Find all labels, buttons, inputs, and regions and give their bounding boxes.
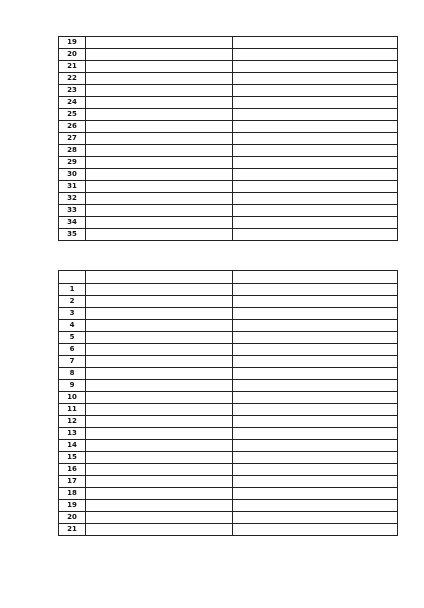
officers-table bbox=[58, 270, 398, 536]
row-number: 20 bbox=[59, 49, 86, 61]
row-number: 32 bbox=[59, 193, 86, 205]
row-number: 7 bbox=[59, 356, 86, 368]
row-name bbox=[86, 320, 233, 332]
row-name bbox=[86, 392, 233, 404]
row-department bbox=[233, 332, 398, 344]
row-department bbox=[233, 356, 398, 368]
row-name bbox=[86, 157, 233, 169]
officers-table-body bbox=[59, 284, 398, 536]
row-department bbox=[233, 229, 398, 241]
table-row bbox=[59, 145, 398, 157]
row-name bbox=[86, 73, 233, 85]
row-name bbox=[86, 121, 233, 133]
row-department bbox=[233, 500, 398, 512]
row-name bbox=[86, 217, 233, 229]
row-department bbox=[233, 85, 398, 97]
table-row bbox=[59, 73, 398, 85]
row-department bbox=[233, 308, 398, 320]
row-number: 21 bbox=[59, 61, 86, 73]
row-name bbox=[86, 356, 233, 368]
table-row bbox=[59, 97, 398, 109]
row-name bbox=[86, 133, 233, 145]
row-department bbox=[233, 344, 398, 356]
row-name bbox=[86, 488, 233, 500]
row-number: 24 bbox=[59, 97, 86, 109]
row-department bbox=[233, 512, 398, 524]
header-num bbox=[59, 271, 86, 284]
row-number: 5 bbox=[59, 332, 86, 344]
row-name bbox=[86, 296, 233, 308]
row-department bbox=[233, 145, 398, 157]
row-number: 3 bbox=[59, 308, 86, 320]
header-row bbox=[59, 271, 398, 284]
row-number: 12 bbox=[59, 416, 86, 428]
row-name bbox=[86, 428, 233, 440]
row-department bbox=[233, 452, 398, 464]
table-row bbox=[59, 476, 398, 488]
row-department bbox=[233, 524, 398, 536]
row-department bbox=[233, 73, 398, 85]
table-row bbox=[59, 440, 398, 452]
table-row bbox=[59, 181, 398, 193]
row-number: 27 bbox=[59, 133, 86, 145]
table-row bbox=[59, 332, 398, 344]
row-number: 19 bbox=[59, 37, 86, 49]
row-number: 31 bbox=[59, 181, 86, 193]
row-name bbox=[86, 37, 233, 49]
row-name bbox=[86, 380, 233, 392]
row-department bbox=[233, 49, 398, 61]
row-department bbox=[233, 368, 398, 380]
row-department bbox=[233, 193, 398, 205]
row-department bbox=[233, 440, 398, 452]
table-row bbox=[59, 488, 398, 500]
row-name bbox=[86, 109, 233, 121]
row-number: 33 bbox=[59, 205, 86, 217]
row-name bbox=[86, 416, 233, 428]
table-row bbox=[59, 296, 398, 308]
table-row bbox=[59, 37, 398, 49]
officers-table-header bbox=[59, 271, 398, 284]
row-department bbox=[233, 205, 398, 217]
row-name bbox=[86, 193, 233, 205]
row-number: 23 bbox=[59, 85, 86, 97]
row-department bbox=[233, 121, 398, 133]
row-name bbox=[86, 500, 233, 512]
row-department bbox=[233, 392, 398, 404]
table-row bbox=[59, 464, 398, 476]
table-row bbox=[59, 500, 398, 512]
row-department bbox=[233, 169, 398, 181]
table-row bbox=[59, 428, 398, 440]
row-name bbox=[86, 181, 233, 193]
ministers-table bbox=[58, 36, 398, 241]
row-name bbox=[86, 229, 233, 241]
row-number: 35 bbox=[59, 229, 86, 241]
row-number: 26 bbox=[59, 121, 86, 133]
row-number: 13 bbox=[59, 428, 86, 440]
table-row bbox=[59, 308, 398, 320]
row-department bbox=[233, 428, 398, 440]
table-row bbox=[59, 217, 398, 229]
table-row bbox=[59, 169, 398, 181]
row-department bbox=[233, 320, 398, 332]
header-dept bbox=[233, 271, 398, 284]
table-row bbox=[59, 133, 398, 145]
row-department bbox=[233, 109, 398, 121]
row-department bbox=[233, 380, 398, 392]
row-number: 34 bbox=[59, 217, 86, 229]
row-name bbox=[86, 452, 233, 464]
row-number: 30 bbox=[59, 169, 86, 181]
row-number: 4 bbox=[59, 320, 86, 332]
row-number: 18 bbox=[59, 488, 86, 500]
row-name bbox=[86, 145, 233, 157]
table-row bbox=[59, 229, 398, 241]
row-number: 19 bbox=[59, 500, 86, 512]
table-row bbox=[59, 49, 398, 61]
row-name bbox=[86, 284, 233, 296]
row-department bbox=[233, 181, 398, 193]
row-name bbox=[86, 476, 233, 488]
row-number: 25 bbox=[59, 109, 86, 121]
row-number: 2 bbox=[59, 296, 86, 308]
row-name bbox=[86, 332, 233, 344]
row-department bbox=[233, 476, 398, 488]
row-name bbox=[86, 61, 233, 73]
ministers-table-body bbox=[59, 37, 398, 241]
row-department bbox=[233, 217, 398, 229]
table-row bbox=[59, 85, 398, 97]
row-number: 14 bbox=[59, 440, 86, 452]
row-number: 28 bbox=[59, 145, 86, 157]
row-number: 8 bbox=[59, 368, 86, 380]
table-row bbox=[59, 193, 398, 205]
table-row bbox=[59, 416, 398, 428]
table-row bbox=[59, 452, 398, 464]
table-row bbox=[59, 121, 398, 133]
table-row bbox=[59, 392, 398, 404]
table-row bbox=[59, 109, 398, 121]
row-department bbox=[233, 133, 398, 145]
table-row bbox=[59, 512, 398, 524]
row-department bbox=[233, 404, 398, 416]
table-row bbox=[59, 344, 398, 356]
row-number: 21 bbox=[59, 524, 86, 536]
row-name bbox=[86, 205, 233, 217]
table-row bbox=[59, 284, 398, 296]
table-row bbox=[59, 320, 398, 332]
row-department bbox=[233, 61, 398, 73]
row-number: 17 bbox=[59, 476, 86, 488]
table-row bbox=[59, 356, 398, 368]
row-number: 10 bbox=[59, 392, 86, 404]
row-name bbox=[86, 49, 233, 61]
table-row bbox=[59, 524, 398, 536]
row-number: 11 bbox=[59, 404, 86, 416]
row-number: 15 bbox=[59, 452, 86, 464]
table-row bbox=[59, 380, 398, 392]
header-name bbox=[86, 271, 233, 284]
row-department bbox=[233, 464, 398, 476]
row-number: 29 bbox=[59, 157, 86, 169]
row-department bbox=[233, 37, 398, 49]
row-department bbox=[233, 416, 398, 428]
row-name bbox=[86, 169, 233, 181]
row-number: 6 bbox=[59, 344, 86, 356]
row-name bbox=[86, 524, 233, 536]
row-department bbox=[233, 157, 398, 169]
table-row bbox=[59, 205, 398, 217]
row-name bbox=[86, 440, 233, 452]
row-department bbox=[233, 97, 398, 109]
row-department bbox=[233, 296, 398, 308]
table-row bbox=[59, 157, 398, 169]
row-name bbox=[86, 85, 233, 97]
row-department bbox=[233, 284, 398, 296]
row-number: 9 bbox=[59, 380, 86, 392]
row-name bbox=[86, 344, 233, 356]
row-name bbox=[86, 97, 233, 109]
row-name bbox=[86, 404, 233, 416]
row-number: 1 bbox=[59, 284, 86, 296]
table-row bbox=[59, 404, 398, 416]
row-number: 22 bbox=[59, 73, 86, 85]
row-name bbox=[86, 368, 233, 380]
row-name bbox=[86, 308, 233, 320]
row-number: 16 bbox=[59, 464, 86, 476]
row-name bbox=[86, 512, 233, 524]
table-row bbox=[59, 61, 398, 73]
row-number: 20 bbox=[59, 512, 86, 524]
row-department bbox=[233, 488, 398, 500]
row-name bbox=[86, 464, 233, 476]
table-row bbox=[59, 368, 398, 380]
